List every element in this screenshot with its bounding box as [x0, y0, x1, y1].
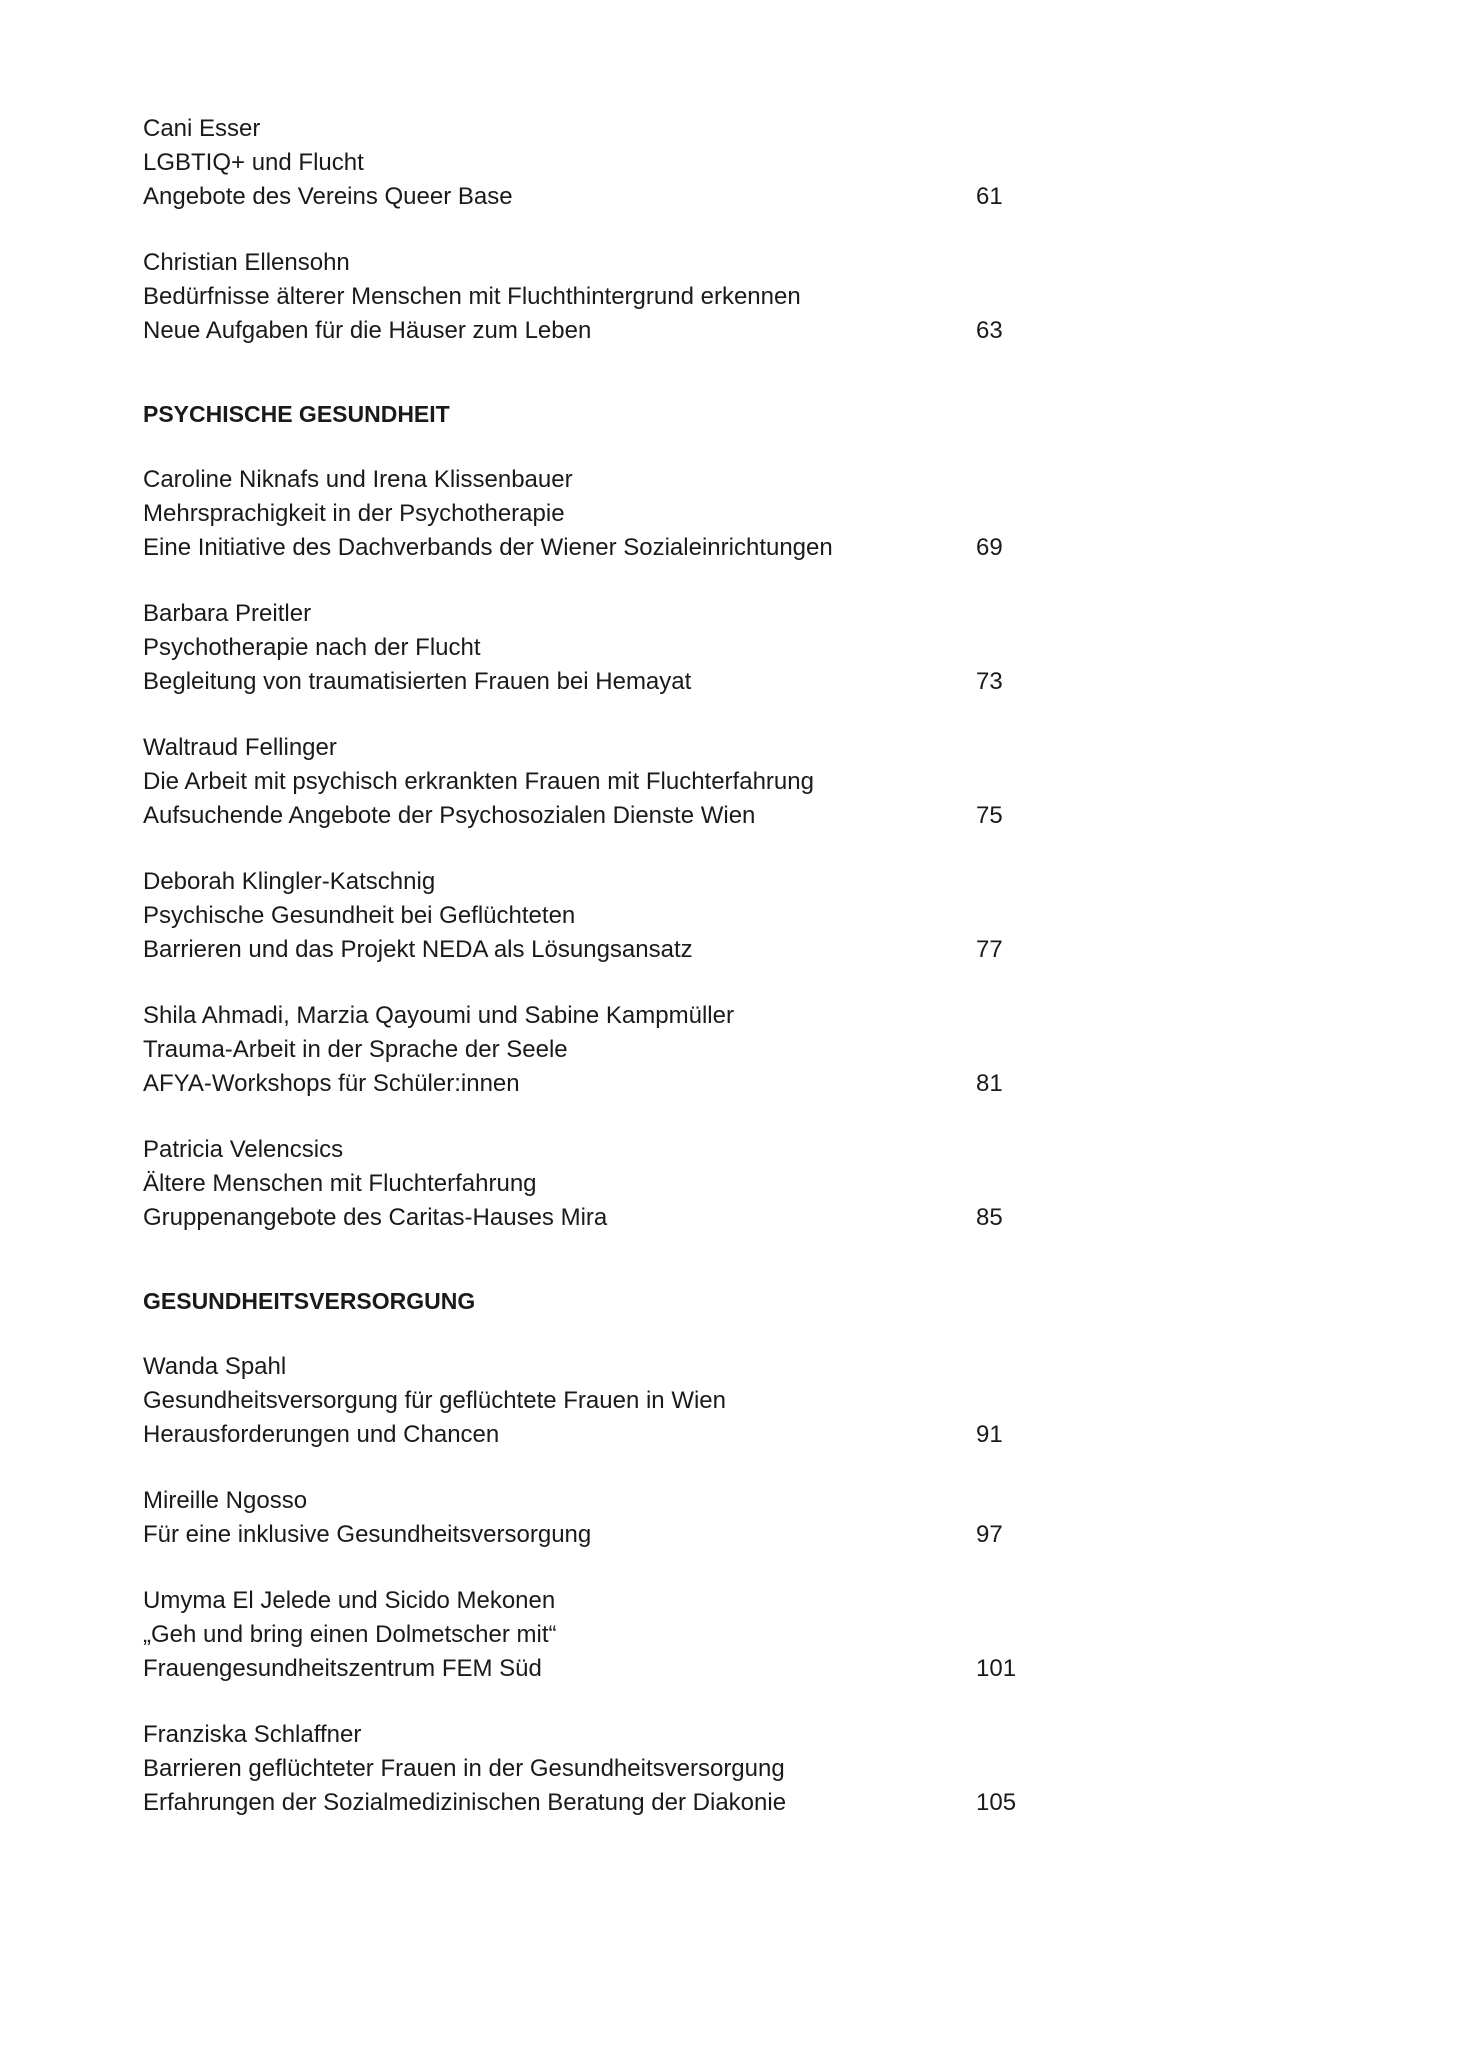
entry-subtitle: Angebote des Vereins Queer Base	[143, 183, 513, 210]
toc-entry	[143, 731, 1143, 833]
entry-subtitle: Barrieren und das Projekt NEDA als Lösungsansatz	[143, 936, 693, 963]
entry-authors: Waltraud Fellinger	[143, 734, 337, 761]
entry-page-number: 63	[976, 317, 1003, 344]
toc-entry	[143, 463, 1143, 565]
entry-title: Psychotherapie nach der Flucht	[143, 634, 481, 661]
entry-authors: Mireille Ngosso	[143, 1487, 308, 1514]
entry-title: Mehrsprachigkeit in der Psychotherapie	[143, 500, 565, 527]
entry-authors: Caroline Niknafs und Irena Klissenbauer	[143, 466, 573, 493]
entry-page-number: 75	[976, 802, 1003, 829]
toc-entry	[143, 1350, 1143, 1452]
entry-subtitle: AFYA-Workshops für Schüler:innen	[143, 1070, 520, 1097]
entry-authors: Cani Esser	[143, 115, 261, 142]
entry-page-number: 101	[976, 1655, 1017, 1682]
entry-subtitle: Erfahrungen der Sozialmedizinischen Beratung der Diakonie	[143, 1789, 787, 1816]
entry-authors: Christian Ellensohn	[143, 249, 350, 276]
toc-entry	[143, 1718, 1143, 1820]
toc-entry	[143, 1133, 1143, 1235]
entry-subtitle: Gruppenangebote des Caritas-Hauses Mira	[143, 1204, 608, 1231]
entry-title: Barrieren geflüchteter Frauen in der Gesundheitsversorgung	[143, 1755, 785, 1782]
entry-authors: Shila Ahmadi, Marzia Qayoumi und Sabine Kampmüller	[143, 1002, 734, 1029]
table-of-contents	[143, 112, 1143, 1820]
entry-authors: Wanda Spahl	[143, 1353, 287, 1380]
entry-title: Gesundheitsversorgung für geflüchtete Frauen in Wien	[143, 1387, 726, 1414]
entry-page-number: 77	[976, 936, 1003, 963]
entry-title: LGBTIQ+ und Flucht	[143, 149, 364, 176]
toc-entry	[143, 112, 1143, 214]
toc-entry	[143, 1584, 1143, 1686]
entry-authors: Umyma El Jelede und Sicido Mekonen	[143, 1587, 556, 1614]
entry-title: Psychische Gesundheit bei Geflüchteten	[143, 902, 576, 929]
entry-subtitle: Frauengesundheitszentrum FEM Süd	[143, 1655, 542, 1682]
entry-authors: Deborah Klingler-Katschnig	[143, 868, 436, 895]
entry-page-number: 81	[976, 1070, 1003, 1097]
entry-page-number: 105	[976, 1789, 1017, 1816]
entry-subtitle: Aufsuchende Angebote der Psychosozialen Dienste Wien	[143, 802, 756, 829]
entry-subtitle: Begleitung von traumatisierten Frauen bei Hemayat	[143, 668, 692, 695]
entry-authors: Patricia Velencsics	[143, 1136, 344, 1163]
entry-page-number: 69	[976, 534, 1003, 561]
toc-entry	[143, 999, 1143, 1101]
entry-title: Ältere Menschen mit Fluchterfahrung	[143, 1170, 537, 1197]
section-heading-psychische-gesundheit: PSYCHISCHE GESUNDHEIT	[143, 401, 450, 427]
entry-subtitle: Eine Initiative des Dachverbands der Wiener Sozialeinrichtungen	[143, 534, 833, 561]
entry-page-number: 91	[976, 1421, 1003, 1448]
toc-entry	[143, 246, 1143, 348]
toc-entry	[143, 597, 1143, 699]
entry-page-number: 97	[976, 1521, 1003, 1548]
section-heading-gesundheitsversorgung: GESUNDHEITSVERSORGUNG	[143, 1288, 476, 1314]
entry-title: Bedürfnisse älterer Menschen mit Fluchthintergrund erkennen	[143, 283, 801, 310]
toc-entry	[143, 865, 1143, 967]
entry-page-number: 73	[976, 668, 1003, 695]
entry-title: Die Arbeit mit psychisch erkrankten Frauen mit Fluchterfahrung	[143, 768, 814, 795]
entry-title: „Geh und bring einen Dolmetscher mit“	[143, 1621, 557, 1648]
entry-subtitle: Neue Aufgaben für die Häuser zum Leben	[143, 317, 592, 344]
entry-authors: Barbara Preitler	[143, 600, 312, 627]
entry-title: Trauma-Arbeit in der Sprache der Seele	[143, 1036, 568, 1063]
toc-entry	[143, 1484, 1143, 1552]
entry-page-number: 85	[976, 1204, 1003, 1231]
entry-title: Für eine inklusive Gesundheitsversorgung	[143, 1521, 592, 1548]
entry-authors: Franziska Schlaffner	[143, 1721, 362, 1748]
entry-page-number: 61	[976, 183, 1003, 210]
entry-subtitle: Herausforderungen und Chancen	[143, 1421, 500, 1448]
